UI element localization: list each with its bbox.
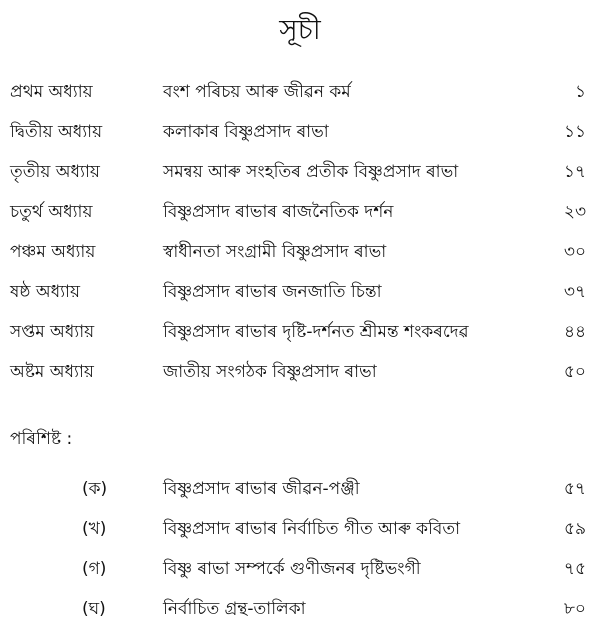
appendix-row	[0, 594, 600, 624]
appendix-title: বিষ্ণুপ্ৰসাদ ৰাভাৰ জীৱন-পঞ্জী	[163, 479, 360, 499]
appendix-row	[0, 474, 600, 504]
chapter-title: বিষ্ণুপ্ৰসাদ ৰাভাৰ দৃষ্টি-দৰ্শনত শ্ৰীমন্ত শংকৰদেৱ	[163, 322, 469, 342]
page-number: ৭৫	[563, 559, 586, 579]
appendix-heading: পৰিশিষ্ট :	[10, 429, 73, 449]
appendix-row	[0, 554, 600, 584]
page-number: ১	[574, 82, 586, 102]
toc-row	[0, 317, 600, 347]
appendix-letter: (ক)	[82, 479, 108, 499]
chapter-title: বংশ পৰিচয় আৰু জীৱন কৰ্ম	[163, 82, 351, 102]
toc-row	[0, 77, 600, 107]
appendix-letter: (খ)	[82, 519, 107, 539]
page-number: ৫৭	[563, 479, 586, 499]
toc-row	[0, 237, 600, 267]
chapter-title: কলাকাৰ বিষ্ণুপ্ৰসাদ ৰাভা	[163, 122, 329, 142]
page-number: ৩০	[563, 242, 586, 262]
appendix-letter: (গ)	[82, 559, 107, 579]
page-number: ১১	[563, 122, 586, 142]
page-number: ৩৭	[563, 282, 586, 302]
toc-row	[0, 157, 600, 187]
page-number: ৪৪	[563, 322, 586, 342]
appendix-title: বিষ্ণুপ্ৰসাদ ৰাভাৰ নিৰ্বাচিত গীত আৰু কবিতা	[163, 519, 461, 539]
page-number: ৫০	[563, 362, 586, 382]
chapter-label: পঞ্চম অধ্যায়	[10, 242, 96, 262]
chapter-title: বিষ্ণুপ্ৰসাদ ৰাভাৰ জনজাতি চিন্তা	[163, 282, 382, 302]
appendix-letter: (ঘ)	[82, 599, 106, 619]
appendix-row	[0, 514, 600, 544]
toc-row	[0, 117, 600, 147]
chapter-label: চতুৰ্থ অধ্যায়	[10, 202, 93, 222]
appendix-title: বিষ্ণু ৰাভা সম্পৰ্কে গুণীজনৰ দৃষ্টিভংগী	[163, 559, 421, 579]
chapter-title: বিষ্ণুপ্ৰসাদ ৰাভাৰ ৰাজনৈতিক দৰ্শন	[163, 202, 394, 222]
page-number: ৫৯	[563, 519, 586, 539]
page-number: ২৩	[563, 202, 586, 222]
chapter-title: সমন্বয় আৰু সংহতিৰ প্ৰতীক বিষ্ণুপ্ৰসাদ ৰাভা	[163, 162, 459, 182]
toc-row	[0, 357, 600, 387]
chapter-label: অষ্টম অধ্যায়	[10, 362, 94, 382]
toc-row	[0, 277, 600, 307]
chapter-label: দ্বিতীয় অধ্যায়	[10, 122, 103, 142]
chapter-label: সপ্তম অধ্যায়	[10, 322, 95, 342]
chapter-title: স্বাধীনতা সংগ্ৰামী বিষ্ণুপ্ৰসাদ ৰাভা	[163, 242, 387, 262]
chapter-label: প্ৰথম অধ্যায়	[10, 82, 93, 102]
page-number: ৮০	[563, 599, 586, 619]
chapter-label: ষষ্ঠ অধ্যায়	[10, 282, 80, 302]
toc-row	[0, 197, 600, 227]
page-number: ১৭	[563, 162, 586, 182]
page-title: সূচী	[279, 13, 321, 46]
appendix-title: নিৰ্বাচিত গ্ৰন্থ-তালিকা	[163, 599, 306, 619]
chapter-title: জাতীয় সংগঠক বিষ্ণুপ্ৰসাদ ৰাভা	[163, 362, 377, 382]
chapter-label: তৃতীয় অধ্যায়	[10, 162, 100, 182]
